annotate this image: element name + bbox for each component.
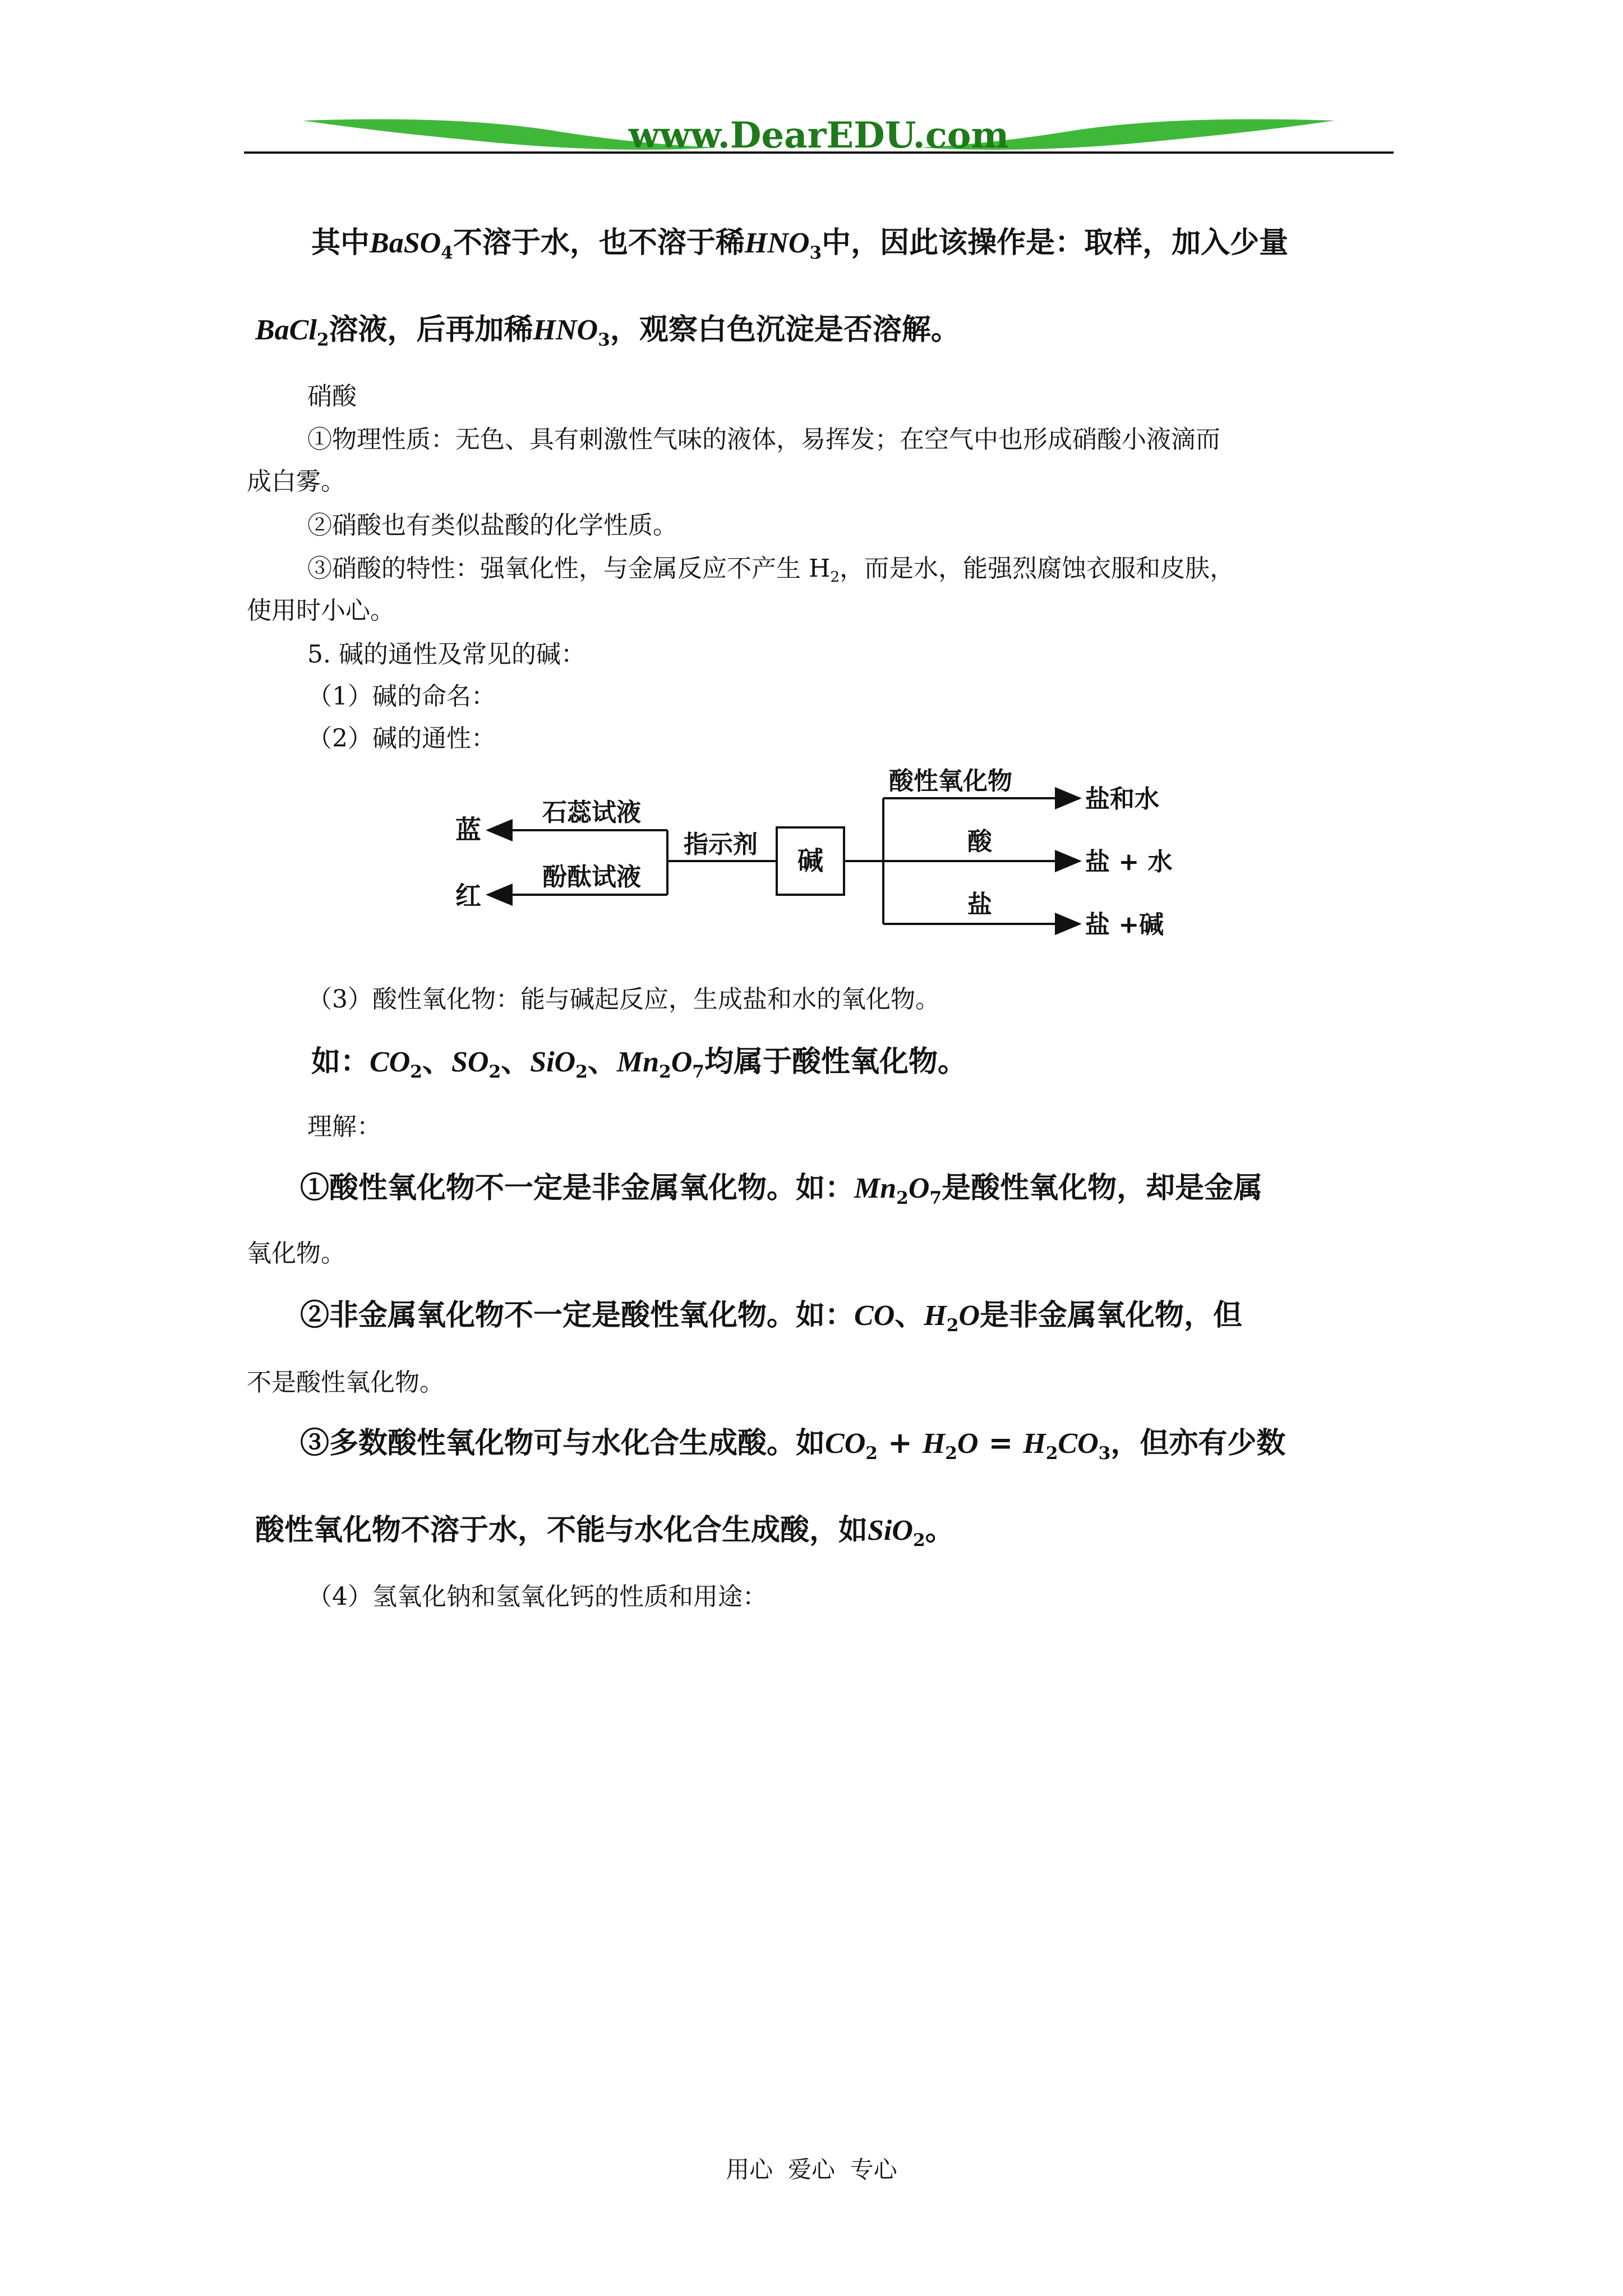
understanding-2-line1: ②非金属氧化物不一定是酸性氧化物。如：CO、$H_2O$是非金属氧化物，但 bbox=[300, 1298, 1243, 1336]
diagram-phenol-label: 酚酞试液 bbox=[542, 863, 641, 891]
para-baso4-line1: 其中BaSO$_4$不溶于水，也不溶于稀$HNO_3$中，因此该操作是：取样，加入少量 bbox=[311, 226, 1289, 263]
base-item-1: （1）碱的命名： bbox=[307, 682, 496, 711]
base-properties-diagram bbox=[443, 760, 1206, 954]
understanding-3-line2: 酸性氧化物不溶于水，不能与水化合生成酸，如SiO$_2$。 bbox=[255, 1513, 955, 1550]
base-item-4: （4）氢氧化钠和氢氧化钙的性质和用途： bbox=[307, 1582, 767, 1611]
understanding-label: 理解： bbox=[307, 1112, 381, 1141]
diagram-indicator-label: 指示剂 bbox=[684, 830, 758, 859]
understanding-1-line2: 氧化物。 bbox=[247, 1239, 345, 1268]
diagram-branch2-result: 盐 + 水 bbox=[1085, 848, 1173, 876]
nitric-item-1-line1: ①物理性质：无色、具有刺激性气味的液体，易挥发；在空气中也形成硝酸小液滴而 bbox=[307, 425, 1220, 454]
diagram-center-label: 碱 bbox=[797, 845, 823, 876]
nitric-item-3-line1: ③硝酸的特性：强氧化性，与金属反应不产生 $H_2$，而是水，能强烈腐蚀衣服和皮肤， bbox=[307, 554, 1235, 586]
header-logo bbox=[292, 109, 1346, 171]
diagram-branch3-result: 盐 +碱 bbox=[1085, 910, 1164, 939]
nitric-item-3-line2: 使用时小心。 bbox=[247, 596, 395, 625]
diagram-litmus-label: 石蕊试液 bbox=[542, 798, 641, 827]
header-rule bbox=[244, 151, 1394, 154]
understanding-1-line1: ①酸性氧化物不一定是非金属氧化物。如：$Mn_2O_7$是酸性氧化物，却是金属 bbox=[300, 1171, 1263, 1208]
section-heading-base: 5. 碱的通性及常见的碱： bbox=[307, 640, 585, 669]
nitric-item-2: ②硝酸也有类似盐酸的化学性质。 bbox=[307, 511, 677, 540]
diagram-branch3-label: 盐 bbox=[967, 890, 992, 919]
diagram-phenol-color: 红 bbox=[455, 881, 481, 911]
acidic-oxide-definition: （3）酸性氧化物：能与碱起反应，生成盐和水的氧化物。 bbox=[307, 985, 940, 1014]
diagram-branch2-label: 酸 bbox=[967, 827, 992, 856]
diagram-branch1-result: 盐和水 bbox=[1085, 785, 1159, 813]
base-item-2: （2）碱的通性： bbox=[307, 724, 496, 753]
understanding-2-line2: 不是酸性氧化物。 bbox=[247, 1368, 444, 1397]
section-title-nitric: 硝酸 bbox=[307, 382, 357, 411]
header-logo-text: www.DearEDU.com bbox=[628, 114, 1009, 157]
para-baso4-line2: BaCl$_2$溶液，后再加稀$HNO_3$，观察白色沉淀是否溶解。 bbox=[255, 312, 960, 350]
understanding-3-line1: ③多数酸性氧化物可与水化合生成酸。如$CO_2 + H_2O = H_2CO_3$，但亦有少数 bbox=[300, 1426, 1286, 1464]
nitric-item-1-line2: 成白雾。 bbox=[247, 467, 345, 496]
diagram-branch1-label: 酸性氧化物 bbox=[889, 767, 1012, 795]
diagram-litmus-color: 蓝 bbox=[455, 815, 481, 845]
acidic-oxide-examples: 如：$CO_2$、$SO_2$、SiO$_2$、$Mn_2O_7$均属于酸性氧化物。 bbox=[311, 1045, 967, 1082]
page-footer: 用心 爱心 专心 bbox=[726, 2156, 897, 2183]
